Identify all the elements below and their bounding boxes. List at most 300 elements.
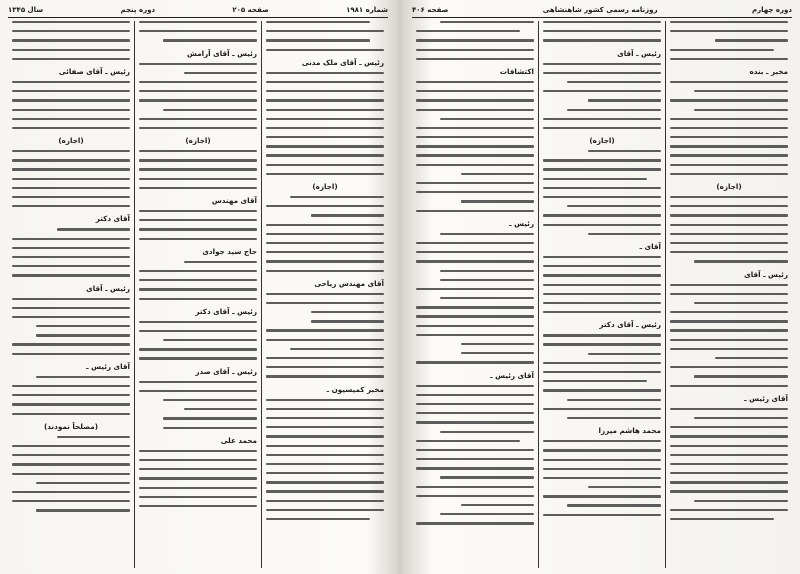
- text-line: [163, 427, 257, 429]
- text-line: [266, 136, 384, 138]
- text-line: [670, 49, 774, 51]
- text-line: [266, 481, 384, 483]
- text-line: [139, 127, 257, 129]
- text-line: [670, 251, 788, 253]
- text-line: [139, 348, 257, 350]
- text-line: [12, 491, 130, 493]
- text-line: [266, 242, 384, 244]
- text-line: [139, 381, 257, 383]
- left-page: [0, 0, 396, 574]
- text-line: [416, 334, 534, 336]
- right_page-headings-col2-heading: (اجازه): [589, 136, 615, 146]
- text-line: [12, 21, 130, 23]
- text-line: [440, 21, 534, 23]
- text-line: [12, 307, 130, 309]
- text-line: [36, 376, 130, 378]
- text-line: [416, 495, 534, 497]
- text-line: [416, 210, 534, 212]
- text-line: [266, 408, 384, 410]
- text-line: [543, 449, 661, 451]
- text-line: [416, 361, 534, 363]
- text-line: [588, 150, 661, 152]
- text-line: [139, 496, 257, 498]
- right_page-headings-col3-heading: آقای رئیس ـ: [490, 370, 534, 380]
- text-line: [139, 99, 257, 101]
- text-line: [543, 514, 661, 516]
- text-line: [670, 293, 788, 295]
- text-line: [543, 284, 661, 286]
- text-line: [12, 159, 130, 161]
- text-line: [543, 293, 661, 295]
- text-line: [416, 39, 534, 41]
- text-line: [139, 219, 257, 221]
- right-header-title: روزنامه رسمی کشور شاهنشاهی: [542, 6, 658, 14]
- left_page-headings-col2-heading: (اجازه): [185, 136, 211, 146]
- text-line: [416, 58, 534, 60]
- left_page-headings-col3-heading: (مصلحاً نمودند): [44, 421, 98, 431]
- text-line: [670, 329, 788, 331]
- text-line: [416, 90, 534, 92]
- text-line: [266, 293, 384, 295]
- text-line: [36, 325, 130, 327]
- text-line: [139, 187, 257, 189]
- text-line: [139, 238, 257, 240]
- text-line: [139, 90, 257, 92]
- text-line: [12, 445, 130, 447]
- text-line: [266, 329, 384, 331]
- text-line: [670, 242, 788, 244]
- text-line: [12, 473, 130, 475]
- left-column-2: [134, 21, 261, 568]
- text-line: [139, 321, 257, 323]
- text-line: [670, 136, 788, 138]
- text-line: [163, 39, 257, 41]
- text-line: [670, 320, 788, 322]
- left-column-3: [8, 21, 134, 568]
- text-line: [670, 481, 788, 483]
- text-line: [567, 417, 661, 419]
- text-line: [670, 284, 788, 286]
- text-line: [139, 487, 257, 489]
- text-line: [416, 154, 534, 156]
- left_page-headings-col2-heading: حاج سید جوادی: [202, 246, 257, 256]
- text-line: [163, 109, 257, 111]
- text-line: [588, 353, 661, 355]
- text-line: [12, 90, 130, 92]
- text-line: [266, 500, 384, 502]
- right-page-header: [412, 4, 792, 16]
- text-line: [12, 49, 130, 51]
- text-line: [543, 168, 661, 170]
- text-line: [670, 21, 788, 23]
- text-line: [670, 154, 788, 156]
- text-line: [694, 90, 788, 92]
- text-line: [139, 118, 257, 120]
- text-line: [543, 256, 661, 258]
- text-line: [715, 357, 788, 359]
- text-line: [543, 334, 661, 336]
- text-line: [12, 178, 130, 180]
- text-line: [694, 302, 788, 304]
- text-line: [416, 385, 534, 387]
- left-columns: [8, 21, 388, 568]
- left_page-headings-col3-heading: آقای رئیس ـ: [86, 361, 130, 371]
- text-line: [266, 472, 384, 474]
- text-line: [440, 279, 534, 281]
- text-line: [416, 486, 534, 488]
- text-line: [266, 270, 384, 272]
- text-line: [670, 196, 788, 198]
- text-line: [694, 500, 788, 502]
- text-line: [12, 238, 130, 240]
- text-line: [184, 261, 257, 263]
- text-line: [416, 288, 534, 290]
- left_page-headings-col3-heading: رئیس ـ آقای: [86, 283, 130, 293]
- text-line: [12, 150, 130, 152]
- left_page-headings-col3-heading: رئیس ـ آقای صفائی: [58, 66, 130, 76]
- right_page-headings-col1-heading: آقای رئیس ـ: [744, 393, 788, 403]
- text-line: [12, 454, 130, 456]
- left-page-header: [8, 4, 388, 16]
- text-line: [12, 353, 130, 355]
- text-line: [670, 454, 788, 456]
- text-line: [266, 490, 384, 492]
- text-line: [57, 436, 130, 438]
- text-line: [266, 39, 370, 41]
- text-line: [461, 343, 534, 345]
- text-line: [266, 49, 384, 51]
- right_page-headings-col1-heading: رئیس ـ آقای: [744, 269, 788, 279]
- text-line: [543, 21, 661, 23]
- text-line: [12, 205, 130, 207]
- text-line: [266, 154, 384, 156]
- text-line: [12, 500, 130, 502]
- text-line: [543, 302, 661, 304]
- text-line: [12, 109, 130, 111]
- text-line: [416, 315, 534, 317]
- right_page-headings-col2-heading: آقای ـ: [639, 241, 661, 251]
- text-line: [12, 394, 130, 396]
- text-line: [416, 251, 534, 253]
- text-line: [543, 63, 661, 65]
- text-line: [139, 288, 257, 290]
- text-line: [543, 90, 661, 92]
- text-line: [416, 109, 534, 111]
- text-line: [266, 81, 384, 83]
- text-line: [543, 389, 661, 391]
- text-line: [163, 339, 257, 341]
- text-line: [543, 311, 661, 313]
- text-line: [139, 210, 257, 212]
- text-line: [139, 390, 257, 392]
- text-line: [588, 99, 661, 101]
- text-line: [543, 214, 661, 216]
- text-line: [12, 58, 130, 60]
- text-line: [12, 187, 130, 189]
- text-line: [670, 224, 788, 226]
- text-line: [670, 173, 788, 175]
- text-line: [266, 339, 384, 341]
- text-line: [12, 265, 130, 267]
- text-line: [311, 320, 384, 322]
- text-line: [36, 482, 130, 484]
- left_page-headings-col2-heading: رئیس ـ آقای دکتر: [195, 306, 257, 316]
- right_page-headings-col3-heading: رئیس ـ: [509, 218, 534, 228]
- text-line: [543, 468, 661, 470]
- text-line: [567, 109, 661, 111]
- text-line: [670, 214, 788, 216]
- text-line: [670, 463, 788, 465]
- text-line: [184, 408, 257, 410]
- text-line: [139, 21, 257, 23]
- text-line: [440, 270, 534, 272]
- text-line: [461, 352, 534, 354]
- text-line: [670, 445, 788, 447]
- text-line: [670, 58, 788, 60]
- right_page-headings-col2-heading: محمد هاشم میرزا: [598, 426, 661, 436]
- text-line: [694, 109, 788, 111]
- text-line: [139, 168, 257, 170]
- text-line: [543, 495, 661, 497]
- text-line: [139, 357, 257, 359]
- text-line: [12, 316, 130, 318]
- text-line: [670, 118, 788, 120]
- text-line: [139, 330, 257, 332]
- text-line: [670, 339, 788, 341]
- text-line: [543, 371, 661, 373]
- text-line: [266, 260, 384, 262]
- text-line: [670, 509, 788, 511]
- right_page-headings-col1-heading: (اجازه): [716, 182, 742, 191]
- text-line: [694, 417, 788, 419]
- text-line: [266, 21, 370, 23]
- text-line: [670, 99, 788, 101]
- text-line: [416, 127, 534, 129]
- right-header-rule: [412, 17, 792, 18]
- text-line: [266, 205, 384, 207]
- text-line: [670, 408, 788, 410]
- right-columns: [412, 21, 792, 568]
- text-line: [266, 109, 384, 111]
- text-line: [266, 417, 384, 419]
- text-line: [416, 306, 534, 308]
- left_page-headings-col1-heading: (اجازه): [312, 182, 338, 191]
- text-line: [416, 467, 534, 469]
- text-line: [543, 127, 661, 129]
- text-line: [12, 403, 130, 405]
- right_page-headings-col2-heading: رئیس ـ آقای: [617, 48, 661, 58]
- text-line: [416, 403, 534, 405]
- text-line: [12, 39, 130, 41]
- text-line: [543, 408, 661, 410]
- text-line: [139, 477, 257, 479]
- left-header-issue: شماره ۱۹۸۱: [346, 6, 388, 14]
- text-line: [139, 150, 257, 152]
- text-line: [543, 72, 661, 74]
- text-line: [139, 228, 257, 230]
- text-line: [440, 233, 534, 235]
- text-line: [416, 136, 534, 138]
- text-line: [694, 375, 788, 377]
- text-line: [12, 196, 130, 198]
- text-line: [163, 399, 257, 401]
- text-line: [416, 145, 534, 147]
- text-line: [670, 145, 788, 147]
- text-line: [139, 30, 257, 32]
- right-column-1: [665, 21, 792, 568]
- text-line: [12, 343, 130, 345]
- text-line: [266, 118, 384, 120]
- text-line: [266, 233, 384, 235]
- text-line: [416, 99, 534, 101]
- right-column-3: [412, 21, 538, 568]
- text-line: [12, 30, 130, 32]
- text-line: [266, 509, 384, 511]
- text-line: [266, 251, 384, 253]
- text-line: [543, 459, 661, 461]
- text-line: [311, 214, 384, 216]
- text-line: [290, 196, 384, 198]
- text-line: [461, 504, 534, 506]
- text-line: [266, 445, 384, 447]
- text-line: [567, 399, 661, 401]
- text-line: [266, 357, 384, 359]
- text-line: [36, 334, 130, 336]
- text-line: [266, 426, 384, 428]
- text-line: [139, 81, 257, 83]
- text-line: [266, 399, 384, 401]
- text-line: [543, 159, 661, 161]
- text-line: [670, 472, 788, 474]
- text-line: [163, 417, 257, 419]
- text-line: [139, 450, 257, 452]
- text-line: [543, 224, 661, 226]
- text-line: [670, 435, 788, 437]
- text-line: [543, 477, 661, 479]
- text-line: [416, 394, 534, 396]
- text-line: [311, 311, 384, 313]
- text-line: [440, 297, 534, 299]
- text-line: [12, 168, 130, 170]
- text-line: [139, 459, 257, 461]
- text-line: [36, 509, 130, 511]
- text-line: [266, 224, 384, 226]
- right_page-headings-col1-heading: مخبر ـ بنده: [749, 66, 788, 76]
- text-line: [139, 270, 257, 272]
- right-page: [404, 0, 800, 574]
- text-line: [266, 72, 384, 74]
- text-line: [266, 90, 384, 92]
- text-line: [266, 366, 384, 368]
- left_page-headings-col3-heading: آقای دکتر: [95, 214, 130, 224]
- text-line: [416, 164, 534, 166]
- text-line: [567, 205, 661, 207]
- text-line: [12, 385, 130, 387]
- text-line: [266, 173, 384, 175]
- left-column-1: [261, 21, 388, 568]
- text-line: [670, 366, 788, 368]
- text-line: [416, 30, 520, 32]
- text-line: [12, 463, 130, 465]
- text-line: [543, 118, 661, 120]
- text-line: [266, 127, 384, 129]
- text-line: [184, 72, 257, 74]
- text-line: [440, 118, 534, 120]
- left_page-headings-col1-heading: مخبر کمیسیون ـ: [326, 384, 384, 394]
- text-line: [670, 311, 788, 313]
- text-line: [12, 256, 130, 258]
- left_page-headings-col3-heading: (اجازه): [58, 136, 84, 146]
- text-line: [139, 178, 257, 180]
- text-line: [12, 99, 130, 101]
- text-line: [543, 39, 661, 41]
- text-line: [12, 274, 130, 276]
- right-header-page-number: صفحه ۴۰۶: [412, 6, 449, 14]
- text-line: [670, 348, 788, 350]
- text-line: [543, 440, 661, 442]
- text-line: [670, 233, 788, 235]
- text-line: [440, 513, 534, 515]
- text-line: [416, 242, 534, 244]
- right_page-headings-col2-heading: رئیس ـ آقای دکتر: [599, 320, 661, 330]
- text-line: [440, 476, 534, 478]
- text-line: [543, 30, 661, 32]
- text-line: [543, 380, 647, 382]
- text-line: [416, 421, 534, 423]
- left_page-headings-col1-heading: آقای مهندس ریاحی: [314, 278, 384, 288]
- text-line: [266, 145, 384, 147]
- text-line: [416, 325, 534, 327]
- text-line: [588, 233, 661, 235]
- text-line: [670, 127, 788, 129]
- left-header-page-number: صفحه ۲۰۵: [232, 6, 269, 14]
- right_page-headings-col3-heading: اکتشافات: [499, 66, 534, 76]
- text-line: [543, 178, 647, 180]
- left-header-year: سال ۱۳۴۵: [8, 6, 44, 14]
- text-line: [588, 486, 661, 488]
- text-line: [12, 127, 130, 129]
- text-line: [670, 81, 788, 83]
- text-line: [290, 348, 384, 350]
- text-line: [139, 63, 257, 65]
- text-line: [543, 187, 661, 189]
- text-line: [416, 191, 534, 193]
- text-line: [670, 164, 788, 166]
- text-line: [416, 412, 534, 414]
- text-line: [139, 279, 257, 281]
- text-line: [139, 468, 257, 470]
- text-line: [266, 518, 370, 520]
- right-column-2: [538, 21, 665, 568]
- right-header-volume: دوره چهارم: [752, 6, 792, 14]
- text-line: [543, 265, 661, 267]
- text-line: [670, 490, 788, 492]
- text-line: [567, 504, 661, 506]
- text-line: [416, 81, 534, 83]
- text-line: [543, 196, 661, 198]
- text-line: [139, 298, 257, 300]
- text-line: [694, 260, 788, 262]
- text-line: [266, 463, 384, 465]
- text-line: [139, 505, 257, 507]
- text-line: [139, 159, 257, 161]
- text-line: [567, 81, 661, 83]
- text-line: [266, 454, 384, 456]
- text-line: [715, 39, 788, 41]
- text-line: [57, 228, 130, 230]
- text-line: [543, 274, 661, 276]
- text-line: [416, 260, 534, 262]
